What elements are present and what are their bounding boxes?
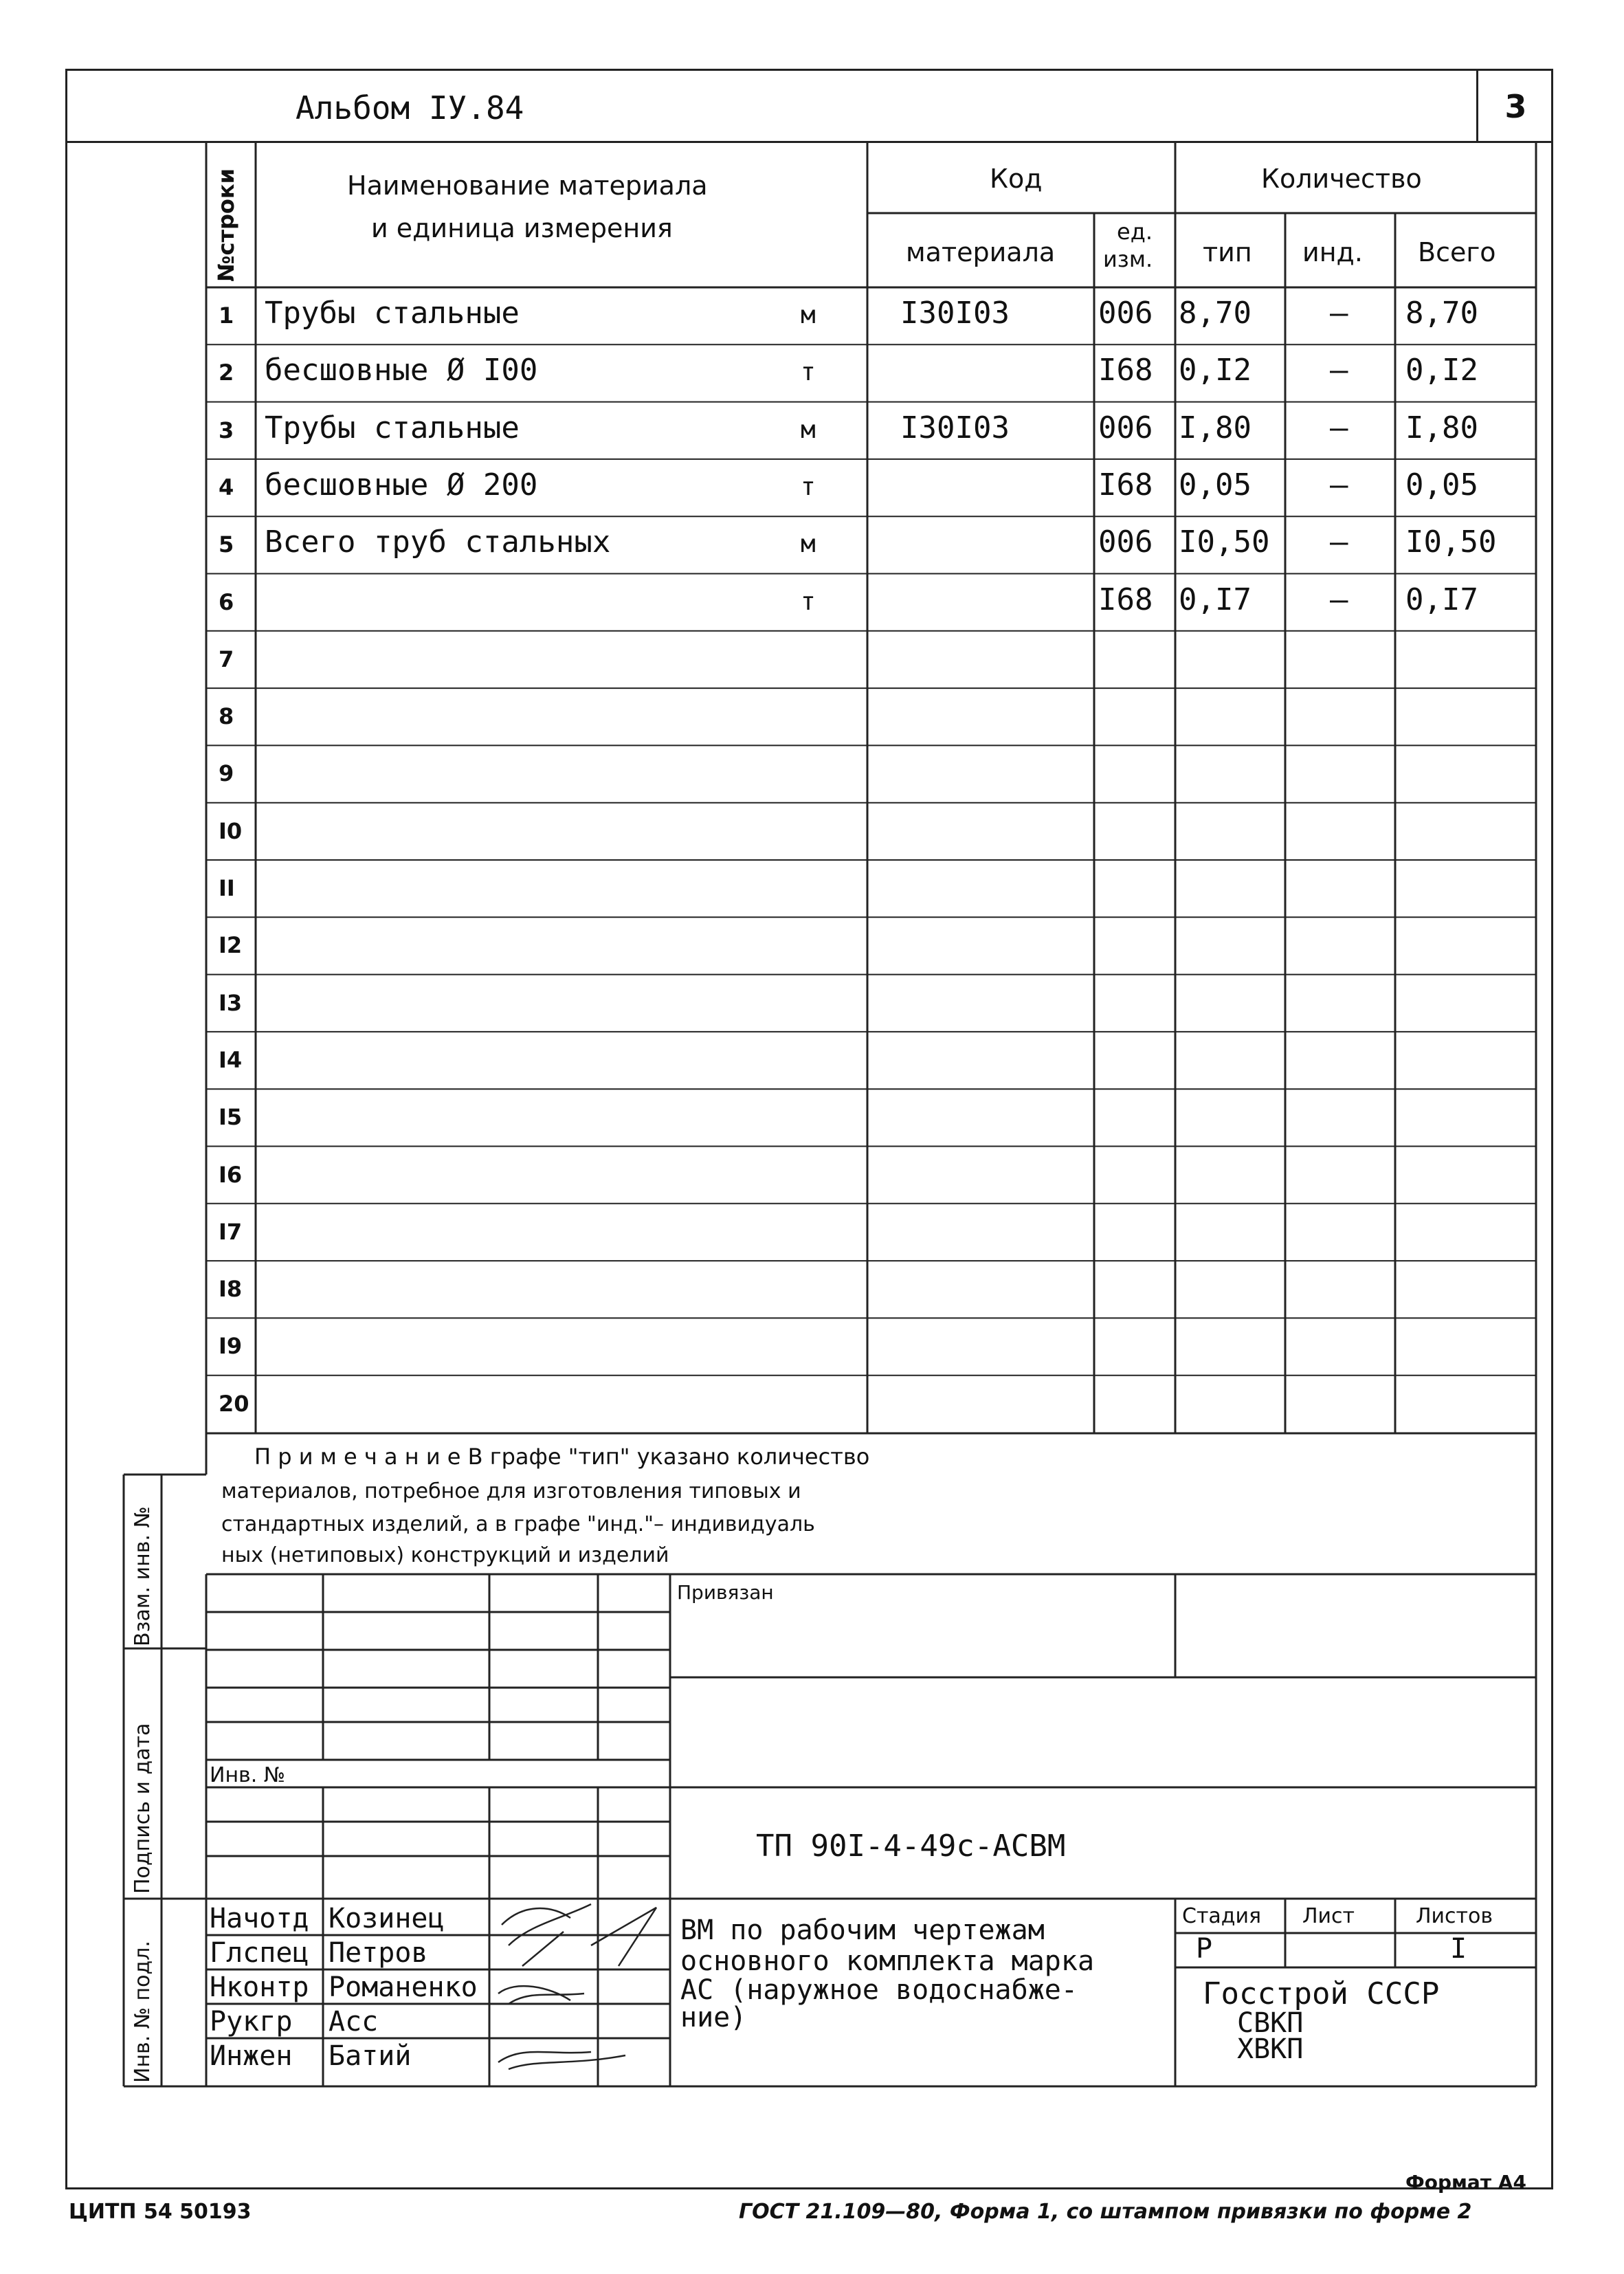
stamp-stage-value: Р (1196, 1933, 1213, 1965)
row-unit-code: 006 (1098, 410, 1153, 445)
row-qty-ind: – (1330, 410, 1348, 445)
row-unit-code: 006 (1098, 525, 1153, 560)
stamp-org-line2: СВКП (1237, 2007, 1304, 2039)
stamp-title-line2: основного комплекта марка (680, 1945, 1095, 1977)
note-line2: материалов, потребное для изготовления типовых и (221, 1479, 801, 1503)
signatures (498, 1904, 656, 2069)
row-name: бесшовные Ø 200 (265, 467, 538, 503)
stamp-title-line3: АС (наружное водоснабже- (680, 1974, 1078, 2006)
col-name-header-line2: и единица измерения (371, 213, 673, 243)
note-line3: стандартных изделий, а в графе "инд."– индивидуаль (221, 1512, 815, 1536)
row-qty-ind: – (1330, 582, 1348, 617)
stamp-person-name: Козинец (329, 1903, 445, 1934)
row-qty-type: I0,50 (1179, 525, 1270, 560)
stamp-sheet-label: Лист (1302, 1904, 1355, 1928)
stamp-title-line4: ние) (680, 2002, 747, 2033)
row-qty-total: I0,50 (1405, 525, 1497, 560)
col-qty-type-header: тип (1203, 237, 1252, 267)
stamp-title-line1: ВМ по рабочим чертежам (680, 1914, 1045, 1946)
row-unit-code: I68 (1098, 353, 1153, 388)
row-unit-code: 006 (1098, 296, 1153, 331)
row-qty-ind: – (1330, 296, 1348, 331)
row-number: I5 (219, 1104, 243, 1131)
album-title: Альбом IУ.84 (296, 89, 524, 126)
stamp-sheets-label: Листов (1416, 1904, 1493, 1928)
footer-format: Формат А4 (1405, 2171, 1526, 2194)
row-name: Трубы стальные (265, 296, 520, 331)
row-qty-total: 0,I7 (1405, 582, 1478, 617)
sheet-number: 3 (1476, 71, 1553, 143)
row-number: I2 (219, 932, 243, 959)
col-rownum-header: №строки (213, 168, 239, 282)
stamp-sheets-value: I (1450, 1933, 1467, 1965)
row-number: I3 (219, 989, 243, 1016)
row-qty-type: I,80 (1179, 410, 1252, 445)
row-qty-ind: – (1330, 467, 1348, 503)
row-code: I30I03 (900, 296, 1010, 331)
row-number: I0 (219, 817, 243, 844)
col-name-header-line1: Наименование материала (347, 170, 708, 201)
row-qty-total: 0,I2 (1405, 353, 1478, 388)
footer-left: ЦИТП 54 50193 (69, 2200, 252, 2224)
stamp-person-name: Батий (329, 2040, 412, 2072)
row-number: 5 (219, 531, 234, 558)
stamp-role: Глспец (210, 1937, 309, 1969)
stamp-inv-no: Инв. № (210, 1763, 286, 1787)
footer-gost: ГОСТ 21.109—80, Форма 1, со штампом привязки по форме 2 (739, 2200, 1472, 2224)
row-qty-type: 0,I7 (1179, 582, 1252, 617)
side-label-inv: Инв. № подл. (131, 1941, 155, 2083)
side-label-vzam: Взам. инв. № (131, 1506, 155, 1646)
row-number: II (219, 875, 235, 901)
col-unit-header-line1: ед. (1117, 219, 1153, 245)
row-number: I7 (219, 1218, 243, 1245)
row-unit: т (801, 472, 816, 501)
row-unit-code: I68 (1098, 467, 1153, 503)
stamp-doc-code: ТП 90I-4-49с-АСВМ (756, 1829, 1066, 1864)
row-qty-ind: – (1330, 525, 1348, 560)
row-qty-total: 8,70 (1405, 296, 1478, 331)
row-number: 7 (219, 645, 234, 672)
row-name: Трубы стальные (265, 410, 520, 445)
stamp-role: Рукгр (210, 2006, 293, 2038)
stamp-role: Инжен (210, 2040, 293, 2072)
row-number: 8 (219, 703, 234, 730)
row-unit: м (801, 530, 816, 559)
row-unit: м (801, 301, 816, 329)
row-unit: м (801, 415, 816, 444)
row-name: бесшовные Ø I00 (265, 353, 538, 388)
row-name: Всего труб стальных (265, 525, 611, 560)
col-code-material-header: материала (906, 237, 1056, 267)
row-qty-type: 0,I2 (1179, 353, 1252, 388)
row-number: I9 (219, 1333, 243, 1360)
row-number: 3 (219, 417, 234, 443)
stamp-role: Нконтр (210, 1972, 309, 2003)
row-qty-ind: – (1330, 353, 1348, 388)
row-number: 2 (219, 360, 234, 386)
stamp-person-name: Петров (329, 1937, 428, 1969)
row-qty-type: 0,05 (1179, 467, 1252, 503)
stamp-org-line3: ХВКП (1237, 2033, 1304, 2065)
row-number: I4 (219, 1046, 243, 1073)
row-code: I30I03 (900, 410, 1010, 445)
row-number: 9 (219, 760, 234, 787)
row-unit: т (801, 587, 816, 616)
stamp-privyazan: Привязан (677, 1581, 774, 1604)
row-number: 4 (219, 474, 234, 500)
row-unit-code: I68 (1098, 582, 1153, 617)
col-qty-ind-header: инд. (1302, 237, 1363, 267)
row-number: 20 (219, 1390, 249, 1417)
stamp-stage-label: Стадия (1182, 1904, 1262, 1928)
stamp-org-line1: Госстрой СССР (1203, 1976, 1440, 2011)
col-qty-total-header: Всего (1418, 237, 1496, 267)
row-number: 1 (219, 302, 234, 329)
col-qty-header: Количество (1261, 164, 1422, 194)
note-line4: ных (нетиповых) конструкций и изделий (221, 1543, 669, 1567)
row-qty-total: 0,05 (1405, 467, 1478, 503)
note-line1: П р и м е ч а н и е В графе "тип" указано количество (254, 1444, 870, 1470)
row-number: 6 (219, 588, 234, 615)
stamp-person-name: Романенко (329, 1972, 478, 2003)
col-unit-header-line2: изм. (1103, 246, 1153, 272)
row-number: I6 (219, 1161, 243, 1188)
side-label-podpis: Подпись и дата (131, 1723, 155, 1894)
stamp-person-name: Асс (329, 2006, 379, 2038)
row-number: I8 (219, 1276, 243, 1303)
stamp-role: Начотд (210, 1903, 309, 1934)
row-unit: т (801, 358, 816, 387)
col-code-header: Код (990, 164, 1043, 194)
row-qty-type: 8,70 (1179, 296, 1252, 331)
row-qty-total: I,80 (1405, 410, 1478, 445)
